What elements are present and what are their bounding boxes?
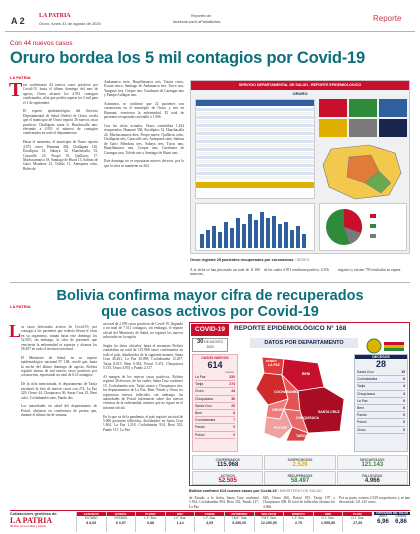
new-cases-row [195,396,235,403]
total-value: 115.968 [216,462,239,468]
ticker-item-value: 12.290,50 [260,521,277,525]
story2-caption [189,489,410,493]
fx-value: 6,86 [395,519,407,525]
ticker-item-unit: ESTAÑO [114,516,128,520]
story2-tail-1: de Estado, a la fecha, Santa Cruz confirmó 1.814, Cochabamba 904, Beni 352, Pando 147, La Paz [189,496,259,508]
total-value: 2.529 [292,462,308,468]
department-value: 7 [233,418,235,423]
new-cases-row [195,388,235,395]
deaths-row [357,412,405,419]
fx-value: 6,96 [377,519,389,525]
story1-tail-1: A la fecha se han procesado un total de 11.186 muestras, [190,268,260,277]
ticker-item-unit: L.F. Sus. [203,516,216,520]
death-department-name: Pando [357,413,367,418]
department-value: 25 [231,403,235,408]
deaths-row [357,419,405,426]
fx-item [392,515,410,526]
department-value: 274 [229,382,235,387]
story2-column-2: un total de 2.059 casos positivos de Covid-19, llegando a un total de 7.511 contagios, sin embargo, el reporte oficial del Ministerio de Salud, no registró los nuevos infectados en la región. Según los datos oficiales, hasta el momento Bolivia contabiliza un total de 115.968 casos confirmados en todo el país, distribuidos de la siguiente manera, Santa Cruz 40.261, La Paz 30.098, Cochabamba 12.207, Tarija 8.015, Beni 6.362, Potosí 5.472, Chuquisaca 5.133, Oruro 4.951 y Pando 2.117. Al margen de los nuevos casos positivos, Bolivia registró 28 decesos, de los cuales, Santa Cruz confirmó 15, Cochabamba seis, Tarija cuatro y Chuquisaca tres, los departamentos de La Paz, Beni, Pando y Oruro no registraron nuevos fallecidos, sin embargo, las autoridades de Potosí informaron sobre dos nuevas víctimas de la enfermedad, número que no figuró en el informe oficial. En lo que va de la pandemia, el país registró un total de 5.006 pacientes fallecidos, distribuidos en Santa Cruz 1.604, La Paz 1.218, Cochabamba 934, Beni 352, Pando 147, La Paz [103,322,183,432]
map-department-label: CHUQUISACA [296,416,319,420]
map-department-label: TARIJA [296,434,308,438]
map-department-label: BENI [302,372,311,376]
ticker-item-unit: O.T. Sus. [351,516,365,520]
header-rule [5,31,415,32]
death-department-name: Tarija [357,384,366,389]
department-name: Cochabamba [195,418,216,423]
ticker-item-value: 0,88 [146,521,154,525]
story1-headline: Oruro bordea los 5 mil contagios por Covid-19 [10,49,365,67]
ticker-item-value: 1,14 [176,521,184,525]
department-name: Beni [195,411,202,416]
total-label: CONFIRMADOS [215,458,240,462]
deaths-row [357,391,405,398]
death-department-value: 0 [403,406,405,411]
deaths-list [355,369,407,434]
deaths-row [357,427,405,434]
department-value: 36 [231,396,235,401]
ticker-item-unit: ESTAÑO [84,516,98,520]
ticker-item [106,512,136,532]
department-value: 8 [233,411,235,416]
death-department-name: Chuquisaca [357,391,375,396]
covid-badge: COVID-19 [191,324,229,336]
sedes-infographic-subtitle: ORURO [292,91,308,96]
ticker-item [254,512,284,532]
map-department-label: ORURO [272,408,285,412]
story2-column-1: os casos detectados activos de Covid-19, por contagio a los pacientes que todavía llevan el virus en su organismo, suman hasta este domingo los 52.505; sin embargo, la cifra de pacientes que vencieron la enfermedad es superior y alcanza los 58.497 en todo el territorio nacional. El Ministerio de Salud, en su reporte epidemiológico nacional N° 168, reveló que, hasta la noche del último domingo de agosto, Bolivia registró menos de mil nuevos casos positivos por coronavirus, reportando un total de 614 contagios. De la cifra mencionada, el departamento de Tarija encabezó la lista de nuevos casos con 274, La Paz 220, Oruro 44, Chuquisaca 36, Santa Cruz 25, Beni ocho, Cochabamba siete, Pando dos. Los autoridades en salud del departamento de Potosí, alertaron en conferencia de prensa que, durante el último fin de semana, [21,325,97,418]
ticker-item [283,512,313,532]
contact-link[interactable]: facebook.com/LaPatriaBolivia [173,20,221,24]
death-department-name: Potosí [357,420,367,425]
department-name: Pando [195,425,205,430]
sedes-oruro-map [319,143,407,201]
total-label: FALLECIDOS [362,473,383,478]
bolivia-cases-map [244,353,348,443]
ticker-item-unit: T.M.F. Sus. [231,516,248,520]
story2-headline-line-1: Bolivia confirma mayor cifra de recuperados [56,288,364,304]
ticker-item-name: PLOMO [136,512,165,516]
ticker-item-name: BISMUTO [284,512,313,516]
new-cases-row [195,403,235,410]
ticker-tagline: 98 años por la verdad y justicia [10,525,46,528]
sedes-summary-boxes [319,99,407,139]
covid-report-title: REPORTE EPIDEMIOLÓGICO N° 168 [234,325,347,332]
story1-tail-3: negativo y existen 759 resultados en espera. [338,268,402,272]
fx-list [374,515,410,526]
sedes-pie-chart [319,203,407,251]
death-department-value: 0 [403,427,405,432]
story2-byline: LA PATRIA [10,304,31,309]
map-department-label: PANDO [266,359,277,363]
death-department-value: 3 [403,391,405,396]
story-divider [10,282,410,283]
death-department-name: Cochabamba [357,377,378,382]
new-cases-row [195,432,235,439]
ticker-item [165,512,195,532]
ticker-item-name: GANANCIA [77,512,106,516]
covid-totals-grid [192,455,408,485]
deaths-row [357,405,405,412]
death-department-value: 0 [403,398,405,403]
page-number: A 2 [11,16,25,26]
total-value: 58.497 [290,477,310,484]
deaths-row [357,383,405,390]
department-name: Chuquisaca [195,396,213,401]
story2-tail-2: 665, Oruro 266, Potosí 195, Tarija 197 y Chuquisaca 308. El total de fallecidos alcanza los 4.966. [263,496,335,508]
deaths-row [357,369,405,376]
new-cases-list [193,374,237,439]
death-department-value: 6 [403,377,405,382]
story1-byline: LA PATRIA [10,75,31,80]
story1-tail-2: de las cuales 4.951 resultaron positivo, 4.356 [264,268,329,272]
total-label: DESCARTADOS [360,458,385,462]
total-value: 121.143 [361,462,384,468]
ticker-items [76,512,372,532]
fx-item [374,515,392,526]
covid-report-panel [189,322,410,486]
ticker-item-value: 3,05 [206,521,214,525]
covid-report-date [192,338,228,352]
ticker-item-unit: O.T. Sus. [321,516,335,520]
section-name: Reporte [373,14,402,23]
story1-caption-credit: / SEDES [294,258,310,262]
ticker-item-value: $ 8,08 [86,521,97,525]
deaths-row [357,398,405,405]
contact-label: Reportes de: [191,14,212,18]
ticker-item-name: QUINTAL [107,512,136,516]
total-value: 52.505 [218,477,237,484]
quotes-ticker [10,510,410,532]
ticker-item-name: WOLFRAM [255,512,284,516]
total-cell [264,455,335,470]
story1-kicker: Con 44 nuevos casos [10,40,73,47]
ticker-item-unit: L.F. Sus. [173,516,187,520]
map-department-label: POTOSÍ [274,426,287,430]
ticker-item [342,512,372,532]
new-cases-box [192,354,238,452]
total-cell [337,471,408,486]
story2-tail-3: Por su parte, existen 2.529 sospechosos y se han descartado 121.143 casos. [339,496,410,505]
new-cases-row [195,374,235,381]
ticker-sponsor [10,512,74,532]
fx-box [374,512,410,532]
story1-dropcap: T [9,79,23,101]
ticker-brand: LA PATRIA [10,516,53,525]
issue-date: Oruro, lunes 31 de agosto de 2020 [39,21,101,26]
deaths-box [354,354,408,452]
map-department-label: SANTA CRUZ [318,410,340,414]
department-value: 220 [229,375,235,379]
death-department-name: Beni [357,406,364,411]
department-value: 0 [233,425,235,430]
covid-report-year: 2020 [206,345,214,349]
ticker-item [135,512,165,532]
fx-label: VENTA [378,515,388,518]
total-cell [192,455,263,470]
page-header [5,0,415,33]
sedes-infographic-title: SERVICIO DEPARTAMENTAL DE SALUD - REPORTE EPIDEMIOLOGICO [191,81,409,90]
total-label: ACTIVOS [220,473,235,478]
department-name: Santa Cruz [195,403,212,408]
deaths-label: DECESOS [355,355,407,359]
story1-caption [190,258,410,262]
ticker-item-name: COBRE [195,512,224,516]
ticker-item-unit: L.F. Sus. [144,516,157,520]
story1-caption-text: Oruro registró 25 pacientes recuperados por coronavirus [190,258,294,262]
death-department-name: La Paz [357,398,368,403]
department-name: Potosí [195,432,205,437]
total-label: RECUPERADOS [287,473,313,478]
death-department-value: 0 [403,420,405,425]
ticker-item-value: 5.450,00 [232,521,247,525]
ticker-item [313,512,343,532]
ticker-item-name: ORO [314,512,343,516]
fx-label: COMPRA [395,515,407,518]
story2-caption-text: Bolivia confirmó 614 nuevos casos por Covid-19 [189,489,277,493]
new-cases-row [195,417,235,424]
total-cell [337,455,408,470]
story2-dropcap: L [9,321,22,341]
story1-column-1: ras confirmarse 44 nuevos casos positivos por Covid-19, hasta el último domingo del mes de agosto, Oruro alcanzó los 4.951 contagios confirmados, cifra que podría superar los 5 mil para el 1 de septiembre. El reporte epidemiológico del Servicio Departamental de Salud (Sedes) de Oruro, revela que el municipio de Oruro reportó 36 nuevos casos positivos, Challapata suma 6, Huachacalla uno, elevando a 4.951 el número de contagios confirmados en todo el departamento. Hasta el momento, el municipio de Oruro reportó 4.073 casos; Huanuni 494, Challapata 126, Eucaliptos 41, Sabaya 34, Huachacalla 33, Caracollo 25, Poopó 19, Quillacas 17, Machacamarca 18, Santiago de Huari 13, Salinas de Garci Mendoza 12, Toledo 11, Antequera ocho, Belén de [23,83,98,171]
ticker-item [224,512,254,532]
death-department-value: 15 [401,370,405,374]
story2-headline-line-2: que casos activos por Covid-19 [101,304,319,320]
ticker-item [194,512,224,532]
new-cases-row [195,424,235,431]
new-cases-row [195,381,235,388]
total-label: SOSPECHOSOS [287,458,313,462]
new-cases-column-header: Casos [225,370,234,374]
new-cases-total: 614 [207,360,223,370]
department-value: 0 [233,432,235,437]
map-department-label: LA PAZ [268,363,280,367]
ticker-item-name: PLATA [343,512,372,516]
death-department-name: Santa Cruz [357,370,374,374]
ticker-item [76,512,106,532]
paper-name: LA PATRIA [39,13,71,19]
ticker-item-name: ANTIMONIO [225,512,254,516]
story2-caption-credit: / MINISTERIO DE SALUD [277,489,322,493]
sedes-infographic [190,80,410,254]
total-cell [264,471,335,486]
deaths-row [357,376,405,383]
ticker-item-value: 1.955,85 [321,521,336,525]
department-name: La Paz [195,375,206,379]
ticker-item-value: 2,75 [294,521,302,525]
sedes-bar-chart [195,203,315,251]
department-name: Tarija [195,382,204,387]
covid-report-day: 30 [196,339,204,345]
sedes-table [195,99,315,199]
total-value: 4.966 [364,477,380,484]
covid-report-month: DE AGOSTO [204,340,224,344]
story1-column-2: Andamarca siete, Huayllamarca seis, Totora cinco, Escara cinco, Santiago de Andamarca tres, Turco tres, Yunguyo tres, Corque tres, Curahuara de Carangas uno y Pampa Aullagas uno. Asimismo, se confirmó que 22 pacientes con coronavirus en el municipio de Oruro y tres en Huanuni, vencieron la enfermedad. El total de pacientes recuperados ascendió a 1.906. Con las cifras actuales, Oruro contabiliza 1.434 recuperados, Huanuni 356, Eucaliptos 32, Huachacalla 24, Machacamarca diez, Poopó nueve, Quillacas ocho, Challapata seis, Caracollo seis, Antequera siete, Salinas de Garci Mendoza tres, Sabaya tres, Turco uno, Huayllamarca uno, Corque uno, Curahuara de Carangas uno, Toledo uno y Santiago de Huari uno. Este domingo no se reportaron nuevos decesos, por lo que la cifra se mantiene en 264. [104,80,184,168]
department-name: Oruro [195,389,204,394]
deaths-total: 28 [375,359,386,369]
ticker-item-unit: L.F. Sus. [292,516,305,520]
total-cell [192,471,263,486]
map-department-label: COCHABAMBA [274,390,300,394]
ticker-item-value: $ 0,57 [115,521,126,525]
death-department-value: 4 [403,384,405,389]
new-cases-row [195,410,235,417]
ticker-label: Cotizaciones gentileza de: [10,512,58,516]
department-value: 44 [231,389,235,394]
ticker-item-name: ZINC [166,512,195,516]
covid-panel-title: DATOS POR DEPARTAMENTO [250,338,358,348]
new-cases-label: CASOS NUEVOS [201,356,229,360]
death-department-name: Oruro [357,427,366,432]
bolivia-coat-of-arms [364,337,406,355]
fx-title: COTIZACIÓN DEL DÓLAR [374,512,410,515]
ticker-item-value: 27,35 [353,521,363,525]
ticker-item-unit: T.M.F. Sus. [260,516,277,520]
death-department-value: 0 [403,413,405,418]
